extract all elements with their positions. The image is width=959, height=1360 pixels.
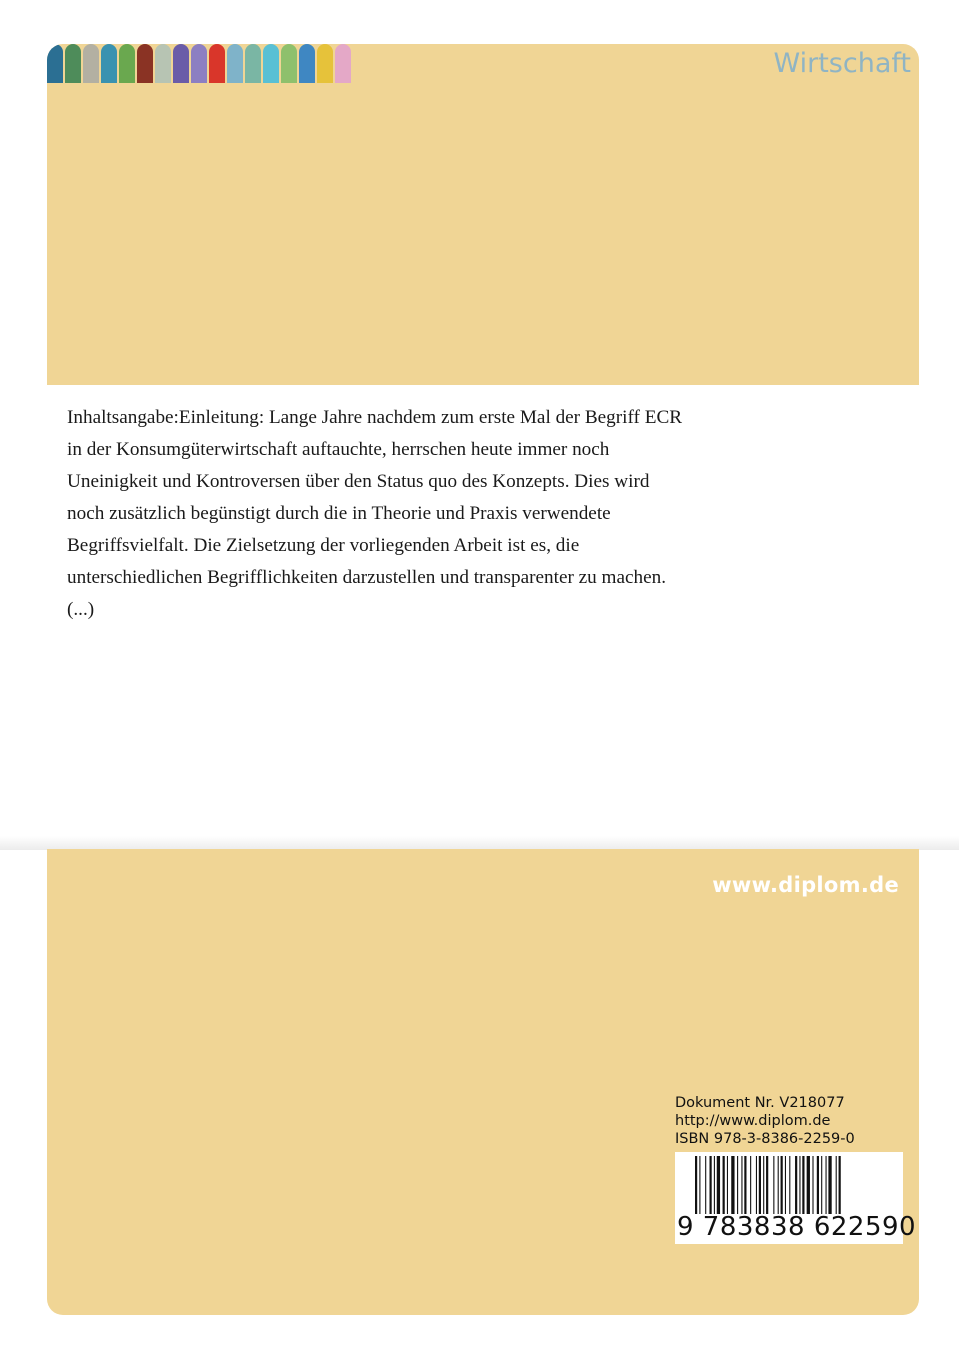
barcode-bar xyxy=(759,1156,761,1214)
barcode-bar xyxy=(717,1156,720,1214)
barcode-bar xyxy=(826,1156,827,1214)
barcode-bar xyxy=(710,1156,712,1214)
barcode-bar xyxy=(773,1156,774,1214)
barcode-bar xyxy=(799,1156,800,1214)
website-label: www.diplom.de xyxy=(712,873,899,897)
barcode-bar xyxy=(737,1156,738,1214)
color-stripes xyxy=(47,44,383,83)
color-stripe xyxy=(335,44,351,83)
color-stripe xyxy=(173,44,189,83)
category-label: Wirtschaft xyxy=(773,48,911,79)
color-stripe xyxy=(101,44,117,83)
barcode-bar xyxy=(781,1156,783,1214)
barcode-bar xyxy=(766,1156,768,1214)
color-stripe xyxy=(227,44,243,83)
isbn: ISBN 978-3-8386-2259-0 xyxy=(675,1131,855,1147)
color-stripe xyxy=(299,44,315,83)
barcode-bar xyxy=(723,1156,725,1214)
color-stripe xyxy=(245,44,261,83)
barcode-bar xyxy=(817,1156,819,1214)
color-stripe xyxy=(137,44,153,83)
barcode xyxy=(675,1152,917,1244)
barcode-bar xyxy=(705,1156,706,1214)
color-stripe xyxy=(83,44,99,83)
color-stripe xyxy=(317,44,333,83)
color-stripe xyxy=(191,44,207,83)
color-stripe xyxy=(263,44,279,83)
barcode-bar xyxy=(828,1156,831,1214)
cover-top-panel xyxy=(47,44,919,385)
barcode-bar xyxy=(699,1156,700,1214)
doc-url: http://www.diplom.de xyxy=(675,1113,831,1129)
barcode-bar xyxy=(778,1156,779,1214)
color-stripe xyxy=(209,44,225,83)
color-stripe xyxy=(281,44,297,83)
barcode-bar xyxy=(785,1156,786,1214)
barcode-bar xyxy=(744,1156,746,1214)
barcode-bar xyxy=(763,1156,764,1214)
barcode-bar xyxy=(812,1156,813,1214)
barcode-bars xyxy=(695,1156,881,1214)
barcode-bar xyxy=(695,1156,697,1214)
barcode-bar xyxy=(839,1156,841,1214)
barcode-bar xyxy=(802,1156,804,1214)
barcode-bar xyxy=(821,1156,822,1214)
barcode-bar xyxy=(750,1156,751,1214)
blurb-line: Begriffsvielfalt. Die Zielsetzung der vorliegenden Arbeit ist es, die xyxy=(67,535,580,556)
barcode-bar xyxy=(727,1156,728,1214)
barcode-bar xyxy=(836,1156,837,1214)
blurb-text xyxy=(67,402,787,626)
blurb-line: in der Konsumgüterwirtschaft auftauchte, herrschen heute immer noch xyxy=(67,439,610,460)
color-stripe xyxy=(155,44,171,83)
barcode-digits: 9 783838 622590 xyxy=(677,1212,917,1242)
blurb-line: Inhaltsangabe:Einleitung: Lange Jahre nachdem zum erste Mal der Begriff ECR xyxy=(67,407,683,428)
barcode-bar xyxy=(795,1156,797,1214)
blurb-line: noch zusätzlich begünstigt durch die in Theorie und Praxis verwendete xyxy=(67,503,611,524)
doc-number: Dokument Nr. V218077 xyxy=(675,1095,845,1111)
barcode-bar xyxy=(714,1156,715,1214)
color-stripe xyxy=(119,44,135,83)
blurb-line: Uneinigkeit und Kontroversen über den Status quo des Konzepts. Dies wird xyxy=(67,471,650,492)
barcode-bar xyxy=(756,1156,757,1214)
barcode-bar xyxy=(789,1156,790,1214)
barcode-bar xyxy=(731,1156,734,1214)
divider-shadow xyxy=(0,836,959,850)
barcode-bar xyxy=(807,1156,810,1214)
blurb-line: unterschiedlichen Begrifflichkeiten darzustellen und transparenter zu machen. xyxy=(67,567,667,588)
barcode-bar xyxy=(741,1156,742,1214)
document-info xyxy=(675,1094,905,1148)
color-stripe xyxy=(47,44,63,83)
cover-bottom-panel xyxy=(47,849,919,1315)
color-stripe xyxy=(65,44,81,83)
blurb-line: (...) xyxy=(67,599,95,620)
